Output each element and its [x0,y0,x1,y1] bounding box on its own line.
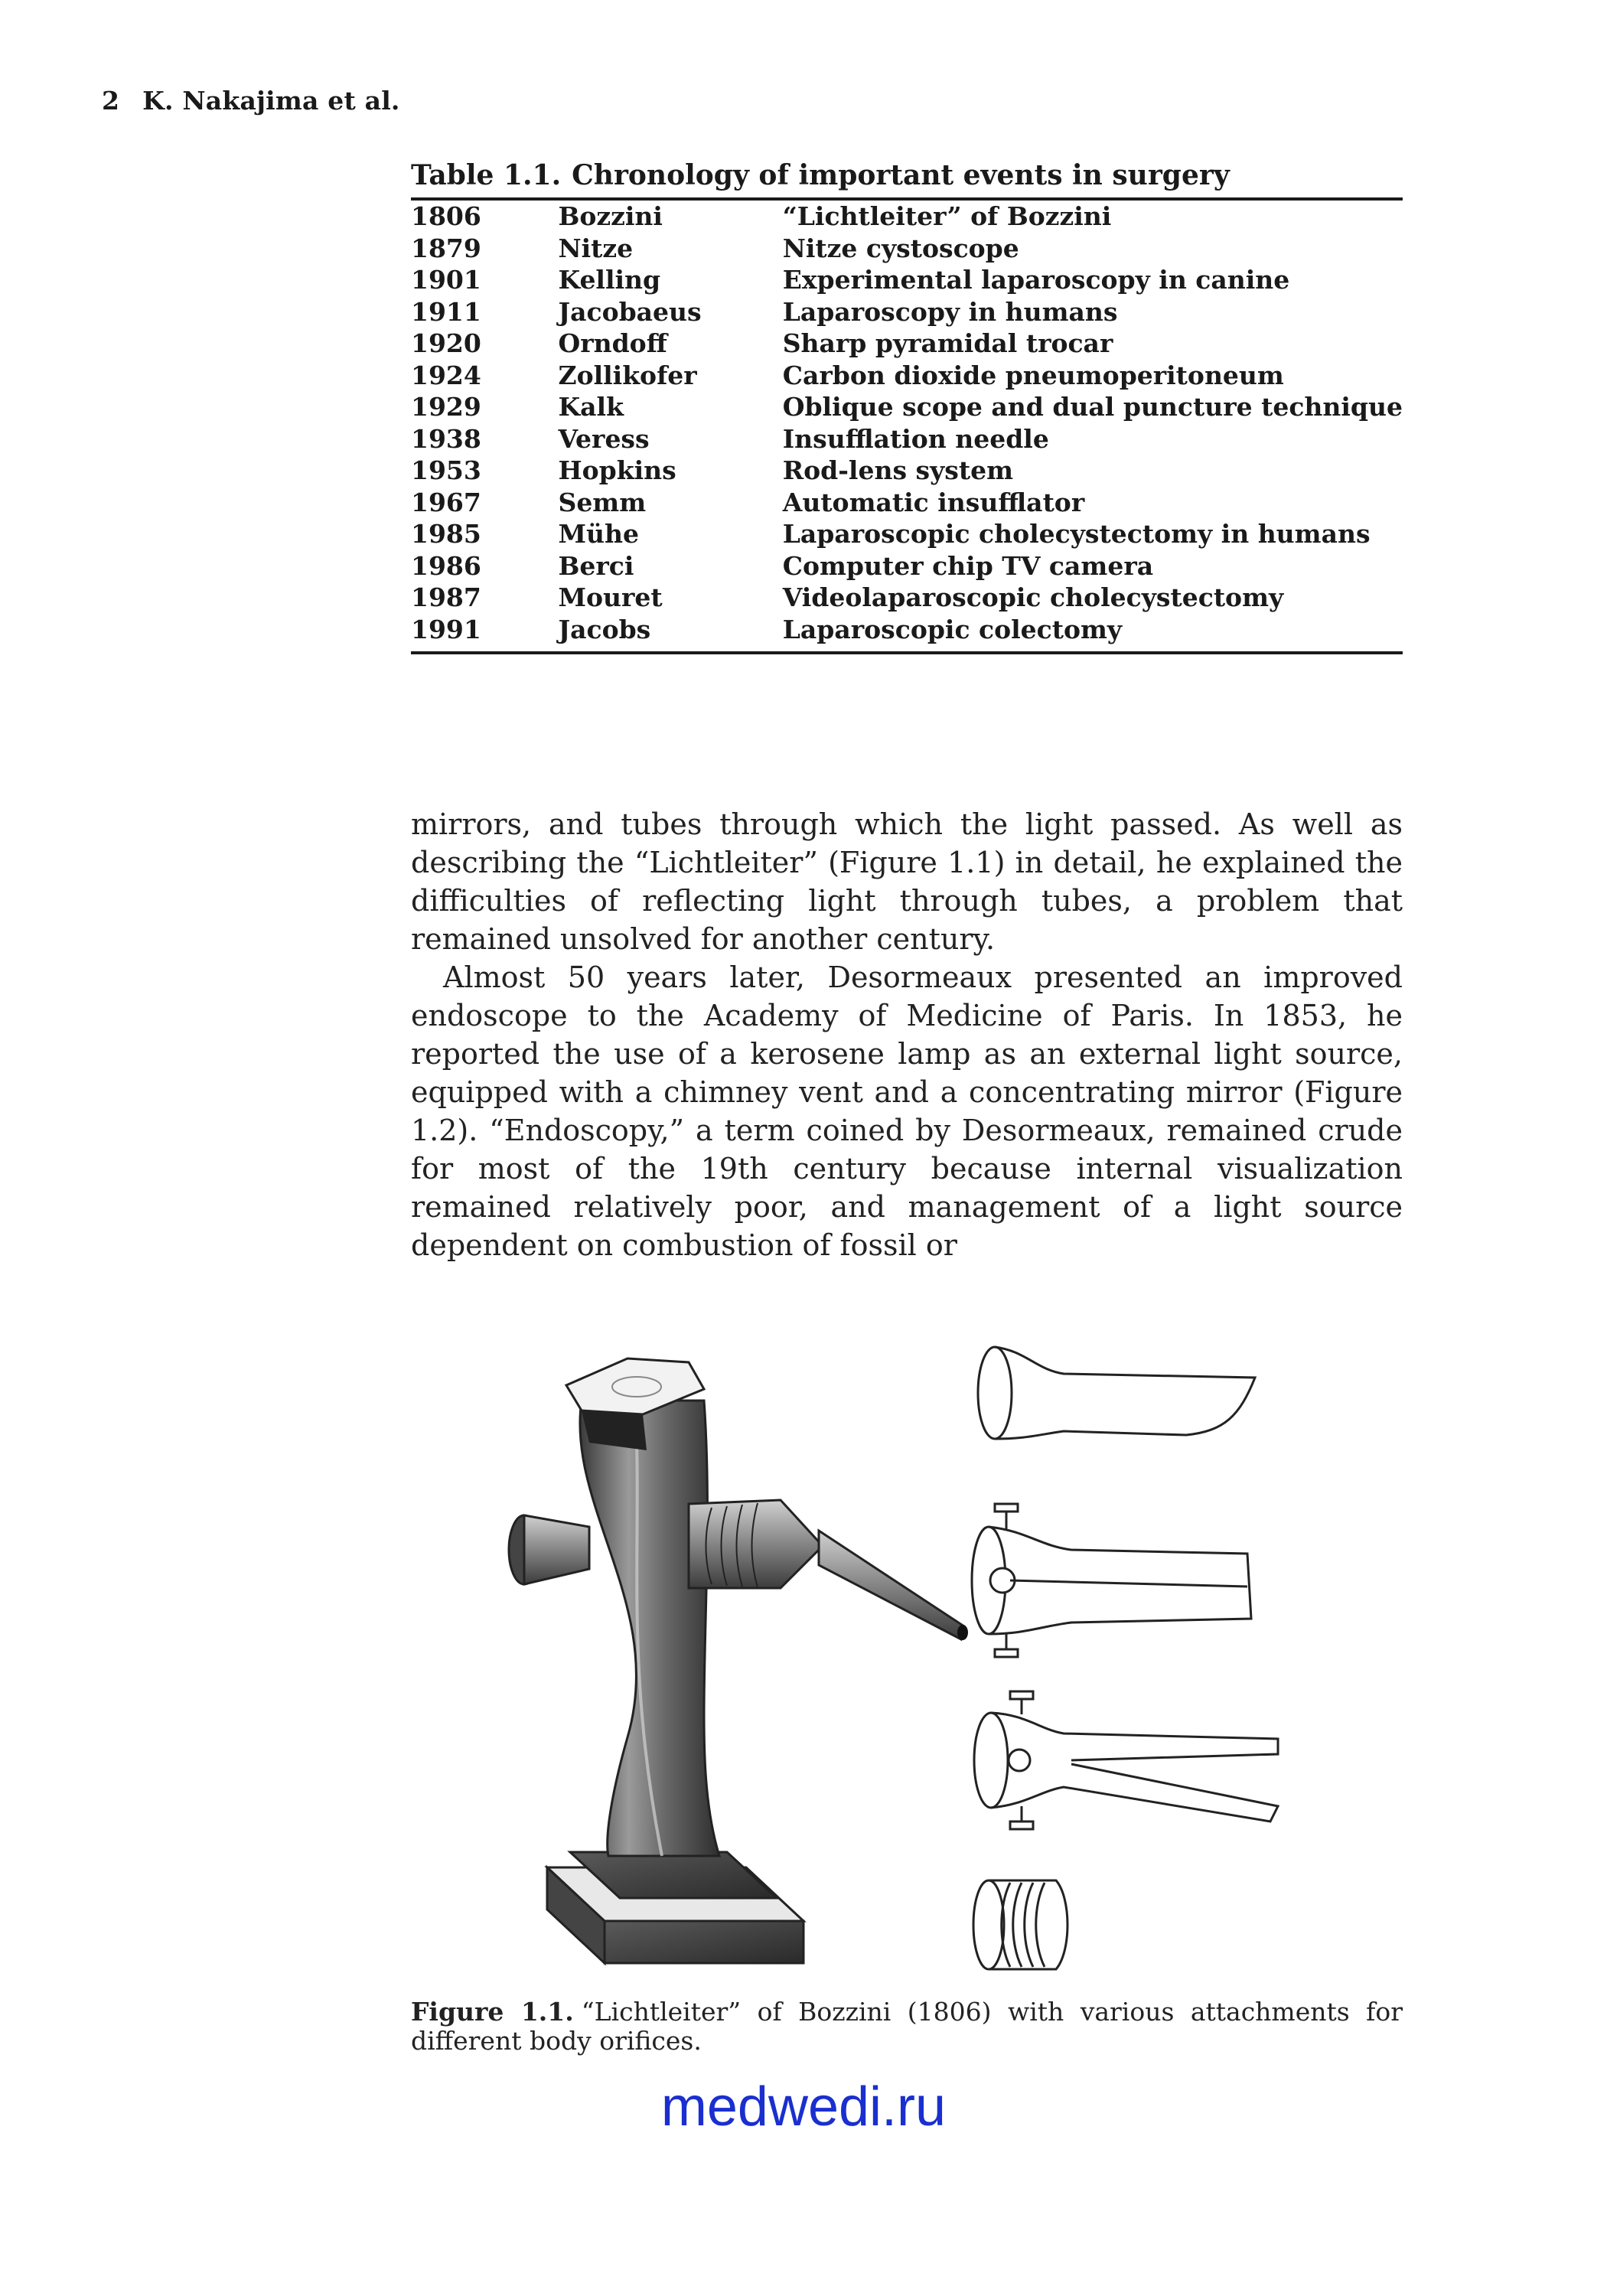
table-cell-event: Automatic insufflator [782,487,1085,517]
table-cell-event: Laparoscopic colectomy [782,614,1123,644]
table-row [411,201,1403,233]
table-cell-name: Kelling [558,265,661,295]
table-row [411,614,1403,646]
table-cell-year: 1879 [411,233,481,263]
table-cell-name: Hopkins [558,455,676,485]
table-cell-year: 1987 [411,582,481,612]
table-cell-year: 1901 [411,265,481,295]
table-cell-year: 1929 [411,392,481,422]
figure-caption-text: “Lichtleiter” of Bozzini (1806) with various attachments for different body orifices. [411,1997,1403,2056]
table-cell-name: Nitze [558,233,634,263]
table-row [411,582,1403,614]
table-title: Chronology of important events in surgery [572,159,1230,191]
table-cell-year: 1986 [411,550,481,581]
table-label: Table 1.1. [411,159,562,191]
table-cell-year: 1967 [411,487,481,517]
figure-label: Figure 1.1. [411,1997,574,2027]
table-cell-event: Nitze cystoscope [782,233,1019,263]
table-row [411,360,1403,392]
table-cell-event: Rod-lens system [782,455,1014,485]
attachment-bivalve-speculum [972,1504,1251,1657]
table-cell-event: Laparoscopic cholecystectomy in humans [782,519,1371,549]
table-cell-event: Videolaparoscopic cholecystectomy [782,582,1284,612]
table-caption [411,159,1403,191]
running-head [102,86,400,116]
body-paragraph: Almost 50 years later, Desormeaux presented an improved endoscope to the Academy of Medicine of Paris. In 1853, he reported the use of a kerosene lamp as an external light source, equipped with a chimney vent and a concentrating mirror (Figure 1.2). “Endoscopy,” a term coined by Desormeaux, remained crude for most of the 19th century because internal visualization remained relatively poor, and management of a light source dependent on combustion of fossil or [411,960,1403,1262]
table-cell-year: 1953 [411,455,481,485]
table-cell-name: Orndoff [558,328,667,358]
attachment-open-speculum [974,1691,1278,1829]
table-cell-year: 1920 [411,328,481,358]
table-cell-name: Mühe [558,519,639,549]
table-row [411,550,1403,582]
chronology-table [411,201,1403,645]
table-row [411,233,1403,265]
running-head-authors: K. Nakajima et al. [142,86,400,116]
table-cell-name: Semm [558,487,647,517]
table-cell-event: “Lichtleiter” of Bozzini [782,201,1112,231]
table-cell-year: 1924 [411,360,481,390]
table-cell-year: 1985 [411,519,481,549]
table-cell-name: Kalk [558,392,624,422]
body-paragraph: mirrors, and tubes through which the light passed. As well as describing the “Lichtleiter” (Figure 1.1) in detail, he explained the difficulties of reflecting light through tubes, a problem that remained unsolved for another century. [411,807,1403,956]
lichtleiter-device [509,1358,968,1963]
table-row [411,328,1403,360]
table-cell-name: Mouret [558,582,663,612]
table-cell-name: Veress [558,423,650,454]
watermark-link[interactable]: medwedi.ru [660,2076,947,2138]
table-cell-event: Carbon dioxide pneumoperitoneum [782,360,1284,390]
table-cell-event: Oblique scope and dual puncture technique [782,392,1403,422]
table-cell-year: 1806 [411,201,481,231]
table-row [411,455,1403,487]
lichtleiter-illustration [474,1316,1339,1990]
attachment-speculum-funnel [978,1347,1255,1439]
table-row [411,296,1403,328]
table-row [411,487,1403,519]
table-cell-event: Experimental laparoscopy in canine [782,265,1290,295]
table-row [411,391,1403,423]
attachment-ring-cap [973,1880,1068,1969]
table-row [411,423,1403,455]
table-cell-event: Insufflation needle [782,423,1049,454]
table-cell-year: 1911 [411,296,481,327]
table-cell-name: Bozzini [558,201,663,231]
table-bottom-rule [411,651,1403,654]
table-cell-year: 1991 [411,614,481,644]
table-cell-name: Jacobs [558,614,651,644]
table-cell-event: Computer chip TV camera [782,550,1154,581]
table-cell-name: Zollikofer [558,360,697,390]
table-cell-event: Laparoscopy in humans [782,296,1118,327]
table-cell-name: Jacobaeus [558,296,702,327]
chronology-table-block [411,159,1403,654]
page-number: 2 [102,86,120,116]
table-cell-year: 1938 [411,423,481,454]
figure-caption [411,1998,1403,2056]
table-body [411,201,1403,645]
table-cell-name: Berci [558,550,634,581]
table-row [411,264,1403,296]
body-text [411,805,1403,1264]
table-cell-event: Sharp pyramidal trocar [782,328,1113,358]
table-row [411,518,1403,550]
